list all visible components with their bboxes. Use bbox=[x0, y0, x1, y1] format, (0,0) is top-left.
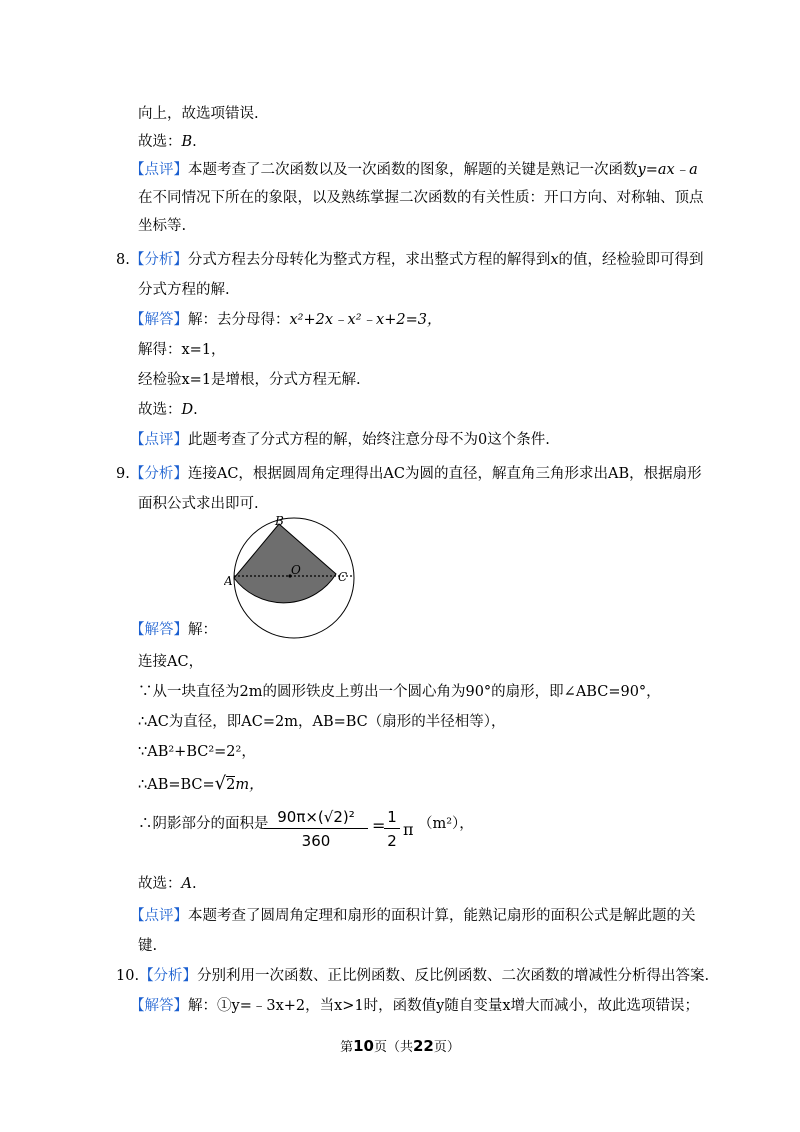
sqrt-symbol: √ bbox=[214, 773, 227, 794]
pi-symbol: π bbox=[403, 820, 414, 839]
answer-line: 【解答】解：①y=﹣3x+2，当x>1时，函数值y随自变量x增大而减小，故此选项错误； bbox=[130, 998, 700, 1014]
review-tag: 【点评】 bbox=[130, 908, 188, 924]
analysis-line: 9.【分析】连接AC，根据圆周角定理得出AC为圆的直径，解直角三角形求出AB，根据扇形 bbox=[116, 466, 702, 482]
page-footer: 第10页（共22页） bbox=[340, 1037, 460, 1055]
choice-answer: B bbox=[181, 134, 193, 150]
answer-line: 【解答】解： bbox=[130, 622, 217, 638]
text-line: 向上，故选项错误. bbox=[138, 106, 259, 122]
analysis-line: 10.【分析】分别利用一次函数、正比例函数、反比例函数、二次函数的增减性分析得出答案. bbox=[116, 968, 710, 984]
text-line: 坐标等. bbox=[138, 218, 187, 234]
text-line: 解得：x=1， bbox=[138, 342, 226, 358]
equals-sign: = bbox=[372, 816, 386, 835]
text-line: ∵从一块直径为2m的圆形铁皮上剪出一个圆心角为90°的扇形，即∠ABC=90°， bbox=[138, 684, 661, 700]
review-line: 【点评】本题考查了圆周角定理和扇形的面积计算，能熟记扇形的面积公式是解此题的关 bbox=[130, 908, 696, 924]
text-line: ∵AB²+BC²=2²， bbox=[138, 744, 256, 760]
fraction-1-denominator: 360 bbox=[301, 832, 331, 850]
answer-tag: 【解答】 bbox=[130, 998, 188, 1014]
choice-answer: D bbox=[181, 402, 194, 418]
equation: x²+2x﹣x²﹣x+2=3， bbox=[289, 312, 442, 328]
circle-sector-figure bbox=[224, 512, 364, 652]
question-number: 10. bbox=[116, 968, 140, 984]
fraction-1-numerator: 90π×(√2)² bbox=[264, 808, 368, 829]
radicand: 2 bbox=[226, 777, 236, 793]
choice-answer: A bbox=[181, 876, 192, 892]
label-c: C bbox=[338, 570, 348, 584]
choice-line: 故选：D. bbox=[138, 402, 198, 418]
page-number: 10 bbox=[353, 1037, 374, 1055]
analysis-tag: 【分析】 bbox=[129, 252, 188, 268]
analysis-tag: 【分析】 bbox=[129, 466, 188, 482]
review-tag: 【点评】 bbox=[130, 432, 188, 448]
analysis-line: 8.【分析】分式方程去分母转化为整式方程，求出整式方程的解得到x的值，经检验即可得到 bbox=[116, 252, 704, 268]
label-o: O bbox=[291, 563, 301, 577]
label-a: A bbox=[224, 574, 233, 588]
fraction-1 bbox=[264, 808, 368, 850]
fraction-2 bbox=[384, 808, 400, 850]
text-line: 分式方程的解. bbox=[138, 282, 230, 298]
label-b: B bbox=[275, 514, 284, 528]
analysis-tag: 【分析】 bbox=[139, 968, 198, 984]
unit-text: （m²）， bbox=[418, 816, 474, 832]
choice-line: 故选：B. bbox=[138, 134, 197, 150]
area-formula-line: ∴阴影部分的面积是 bbox=[138, 816, 269, 832]
review-tag: 【点评】 bbox=[130, 162, 188, 178]
text-line: 键. bbox=[138, 938, 158, 954]
fraction-2-numerator: 1 bbox=[384, 808, 400, 829]
text-line: ∴AC为直径，即AC=2m，AB=BC（扇形的半径相等）， bbox=[138, 714, 506, 730]
answer-line: 【解答】解：去分母得：x²+2x﹣x²﹣x+2=3， bbox=[130, 312, 442, 328]
review-line: 【点评】本题考查了二次函数以及一次函数的图象，解题的关键是熟记一次函数y=ax﹣a bbox=[130, 162, 698, 178]
formula: y=ax﹣a bbox=[637, 162, 698, 178]
text-line: ∴AB=BC=√2m， bbox=[138, 773, 264, 794]
review-line: 【点评】此题考查了分式方程的解，始终注意分母不为0这个条件. bbox=[130, 432, 550, 448]
page-total: 22 bbox=[413, 1037, 434, 1055]
text-line: 经检验x=1是增根，分式方程无解. bbox=[138, 372, 361, 388]
fraction-2-denominator: 2 bbox=[387, 832, 397, 850]
answer-tag: 【解答】 bbox=[130, 312, 188, 328]
text-line: 面积公式求出即可. bbox=[138, 496, 259, 512]
question-number: 9. bbox=[116, 466, 130, 482]
question-number: 8. bbox=[116, 252, 130, 268]
shaded-sector bbox=[234, 524, 336, 603]
answer-tag: 【解答】 bbox=[130, 622, 188, 638]
choice-line: 故选：A. bbox=[138, 876, 197, 892]
text-line: 连接AC， bbox=[138, 654, 204, 670]
text-line: 在不同情况下所在的象限，以及熟练掌握二次函数的有关性质：开口方向、对称轴、顶点 bbox=[138, 190, 704, 206]
